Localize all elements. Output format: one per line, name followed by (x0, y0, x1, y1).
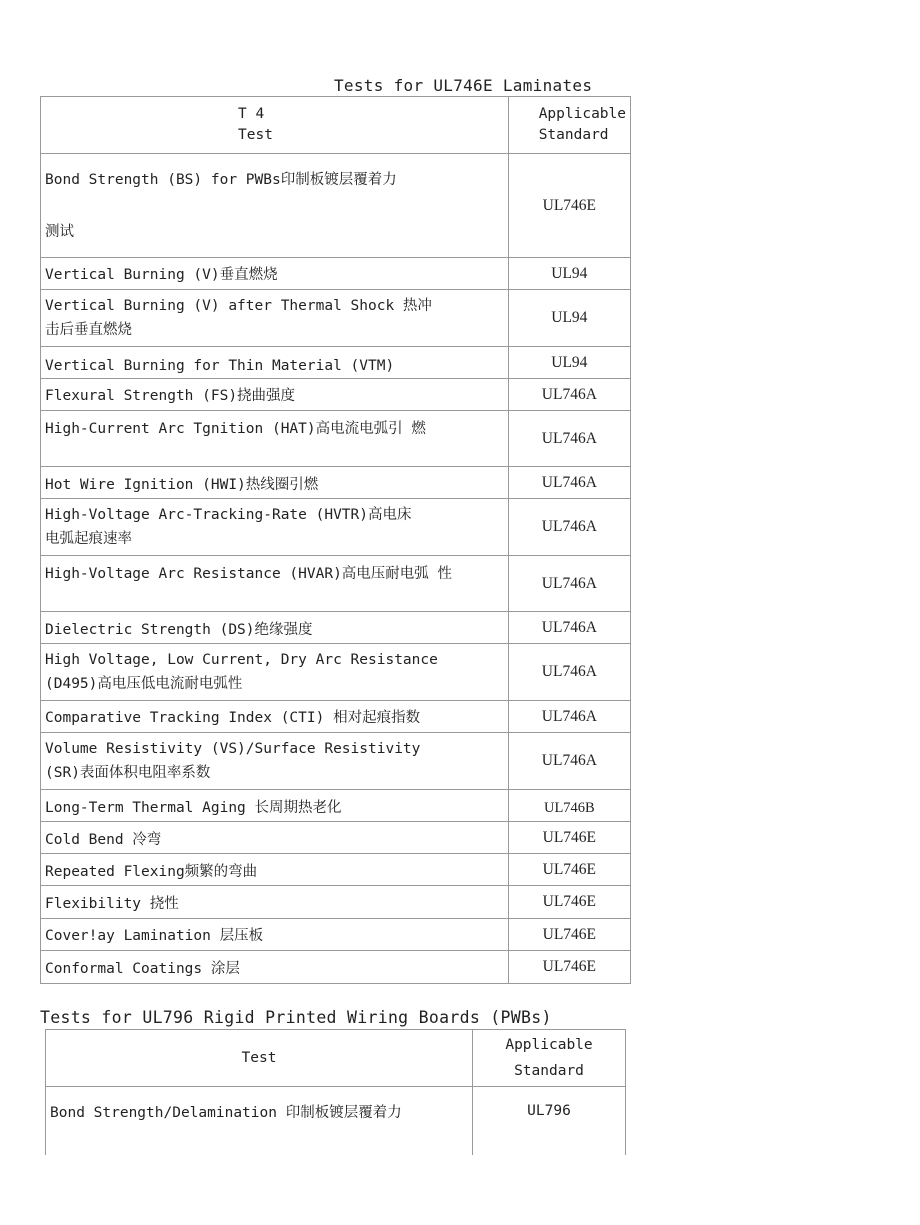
standard-cell: UL94 (508, 258, 630, 290)
table-row (41, 379, 631, 411)
table2-title: Tests for UL796 Rigid Printed Wiring Boards (PWBs) (40, 1008, 552, 1027)
standard-cell: UL746E (508, 822, 630, 854)
standard-cell: UL746A (508, 556, 630, 612)
standard-cell: UL746E (508, 919, 630, 951)
standard-cell: UL746B (508, 790, 630, 822)
table-row (41, 822, 631, 854)
table-row (41, 290, 631, 347)
ul796-tests-table (45, 1029, 626, 1155)
test-name-cell: Long-Term Thermal Aging 长周期热老化 (41, 790, 509, 822)
standard-cell: UL746E (508, 886, 630, 919)
standard-cell: UL746A (508, 379, 630, 411)
test-name-cell: Vertical Burning (V) after Thermal Shock 热冲 击后垂直燃烧 (41, 290, 509, 347)
test-name-cell: High-Voltage Arc Resistance (HVAR)高电压耐电弧 性 (41, 556, 509, 612)
table-row (41, 644, 631, 701)
standard-cell: UL746A (508, 733, 630, 790)
table-row (41, 154, 631, 258)
standard-cell: UL746A (508, 467, 630, 499)
test-name-cell: Vertical Burning (V)垂直燃烧 (41, 258, 509, 290)
test-name-cell: High-Current Arc Tgnition (HAT)高电流电弧引 燃 (41, 411, 509, 467)
ul746e-tests-table (40, 96, 631, 984)
table-header-row (46, 1030, 626, 1087)
standard-column-header: Applicable Standard (473, 1030, 626, 1087)
test-name-cell: High-Voltage Arc-Tracking-Rate (HVTR)高电床 电弧起痕速率 (41, 499, 509, 556)
table-row (41, 854, 631, 886)
test-name-cell: Cover!ay Lamination 层压板 (41, 919, 509, 951)
standard-cell: UL746A (508, 644, 630, 701)
standard-cell: UL94 (508, 290, 630, 347)
table-row (41, 919, 631, 951)
standard-cell: UL94 (508, 347, 630, 379)
test-name-cell: Flexural Strength (FS)挠曲强度 (41, 379, 509, 411)
test-column-header: Test (46, 1030, 473, 1087)
standard-cell: UL746A (508, 411, 630, 467)
standard-cell: UL746E (508, 154, 630, 258)
test-name-cell: Cold Bend 冷弯 (41, 822, 509, 854)
table-row (41, 886, 631, 919)
standard-cell: UL746E (508, 951, 630, 984)
table-row (41, 951, 631, 984)
table-row (41, 347, 631, 379)
test-name-cell: High Voltage, Low Current, Dry Arc Resistance (D495)高电压低电流耐电弧性 (41, 644, 509, 701)
test-name-cell: Flexibility 挠性 (41, 886, 509, 919)
table-header-row (41, 97, 631, 154)
standard-column-header: Applicable Standard (508, 97, 630, 154)
table-row (41, 701, 631, 733)
test-name-cell: Bond Strength/Delamination 印制板镀层覆着力 (46, 1087, 473, 1156)
test-name-cell: Volume Resistivity (VS)/Surface Resistivity (SR)表面体积电阻率系数 (41, 733, 509, 790)
standard-cell: UL746A (508, 499, 630, 556)
table-row (41, 467, 631, 499)
standard-cell: UL796 (473, 1087, 626, 1156)
test-name-cell: Dielectric Strength (DS)绝缘强度 (41, 612, 509, 644)
test-column-header: T 4 Test (41, 97, 509, 154)
table-row (41, 612, 631, 644)
test-name-cell: Repeated Flexing频繁的弯曲 (41, 854, 509, 886)
test-name-cell: Vertical Burning for Thin Material (VTM) (41, 347, 509, 379)
test-name-cell: Conformal Coatings 涂层 (41, 951, 509, 984)
standard-cell: UL746A (508, 701, 630, 733)
standard-cell: UL746E (508, 854, 630, 886)
table-row (41, 556, 631, 612)
table-row (46, 1087, 626, 1156)
table-row (41, 411, 631, 467)
table-row (41, 790, 631, 822)
test-name-cell: Hot Wire Ignition (HWI)热线圈引燃 (41, 467, 509, 499)
table-row (41, 258, 631, 290)
table-row (41, 499, 631, 556)
table1-title: Tests for UL746E Laminates (334, 76, 593, 95)
table-row (41, 733, 631, 790)
test-name-cell: Bond Strength (BS) for PWBs印制板镀层覆着力 测试 (41, 154, 509, 258)
standard-cell: UL746A (508, 612, 630, 644)
test-name-cell: Comparative Tracking Index (CTI) 相对起痕指数 (41, 701, 509, 733)
